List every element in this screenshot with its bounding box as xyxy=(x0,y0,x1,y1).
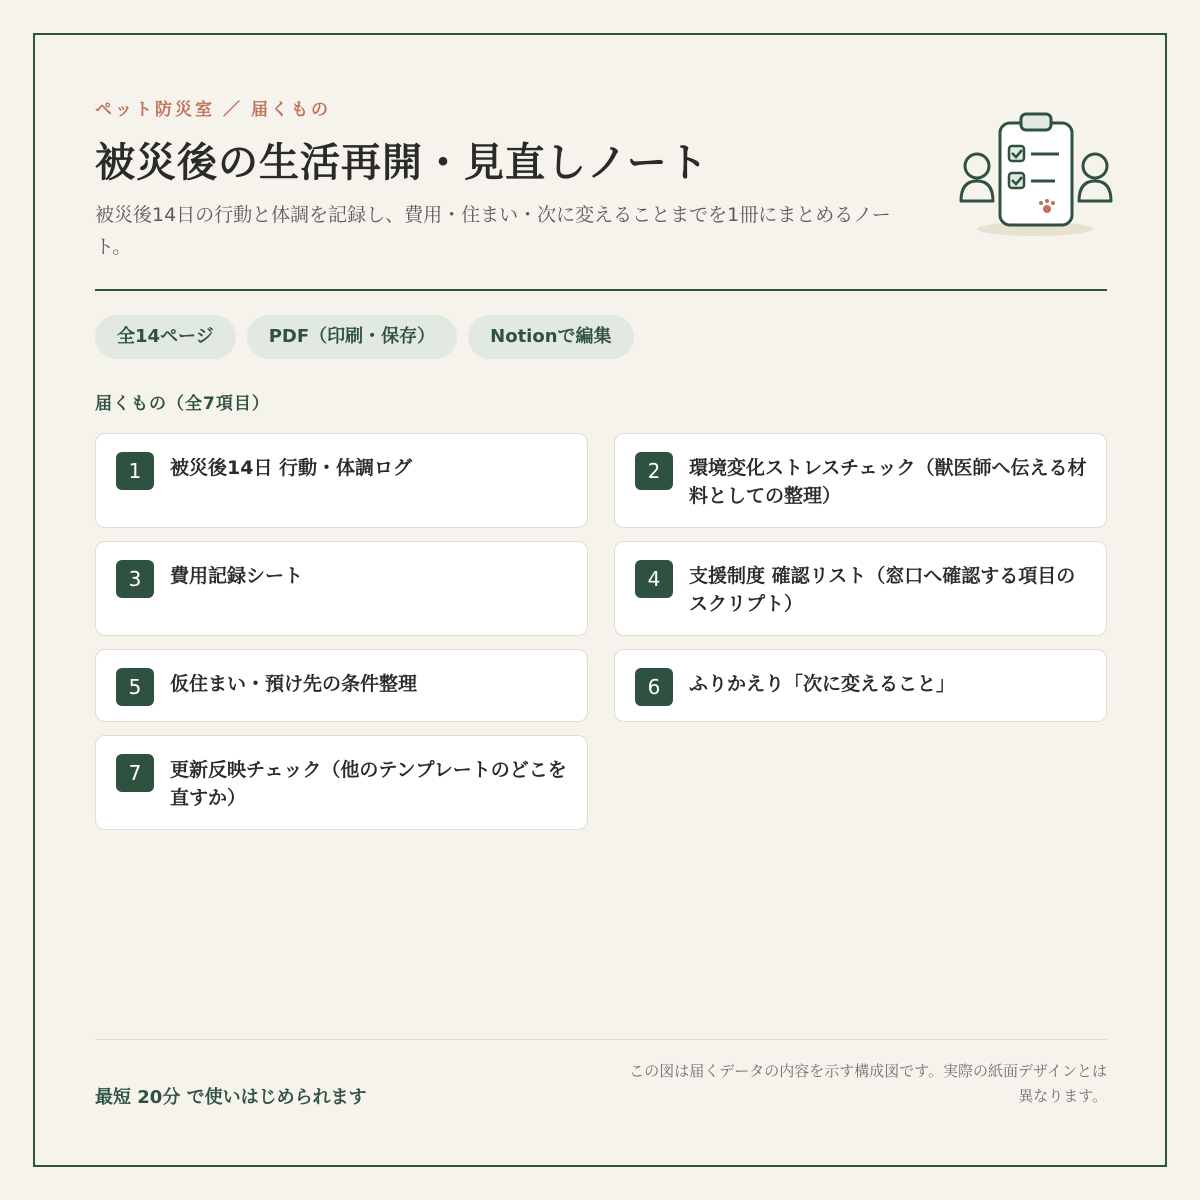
item-card xyxy=(95,735,588,830)
disclaimer-note: この図は届くデータの内容を示す構成図です。実際の紙面デザインとは異なります。 xyxy=(629,1062,1107,1105)
item-number: 6 xyxy=(635,668,673,706)
chip-notion: Notionで編集 xyxy=(468,315,633,359)
item-card xyxy=(614,649,1107,722)
item-number: 4 xyxy=(635,560,673,598)
footer-divider xyxy=(95,1039,1107,1040)
item-number: 5 xyxy=(116,668,154,706)
item-card xyxy=(95,541,588,636)
item-text: 被災後14日 行動・体調ログ xyxy=(170,457,413,479)
item-text: 支援制度 確認リスト（窓口へ確認する項目のスクリプト） xyxy=(689,565,1076,615)
chip-page-count: 全14ページ xyxy=(95,315,236,359)
page-description: 被災後14日の行動と体調を記録し、費用・住まい・次に変えることまでを1冊にまとめるノート。 xyxy=(95,204,891,258)
chip-pdf: PDF（印刷・保存） xyxy=(247,315,457,359)
item-number: 7 xyxy=(116,754,154,792)
item-text: 環境変化ストレスチェック（獣医師へ伝える材料としての整理） xyxy=(689,457,1087,507)
item-text: ふりかえり「次に変えること」 xyxy=(689,673,956,695)
item-number: 3 xyxy=(116,560,154,598)
feature-chips xyxy=(95,315,634,359)
item-number: 2 xyxy=(635,452,673,490)
header-divider xyxy=(95,289,1107,291)
breadcrumb-separator: ／ xyxy=(223,100,243,120)
item-text: 費用記録シート xyxy=(170,565,304,587)
setup-time-note: 最短 20分 で使いはじめられます xyxy=(95,1087,367,1108)
breadcrumb-brand[interactable]: ペット防災室 xyxy=(95,100,215,120)
breadcrumb xyxy=(95,95,331,120)
item-text: 仮住まい・預け先の条件整理 xyxy=(170,673,418,695)
page-frame xyxy=(33,33,1167,1167)
clipboard-checklist-with-people-icon xyxy=(955,109,1115,239)
page-title: 被災後の生活再開・見直しノート xyxy=(95,140,709,186)
item-number: 1 xyxy=(116,452,154,490)
item-text: 更新反映チェック（他のテンプレートのどこを直すか） xyxy=(170,759,567,809)
item-card xyxy=(95,433,588,528)
item-card xyxy=(614,541,1107,636)
section-heading: 届くもの（全7項目） xyxy=(95,394,270,414)
item-card xyxy=(614,433,1107,528)
breadcrumb-section: 届くもの xyxy=(251,100,331,120)
item-card xyxy=(95,649,588,722)
